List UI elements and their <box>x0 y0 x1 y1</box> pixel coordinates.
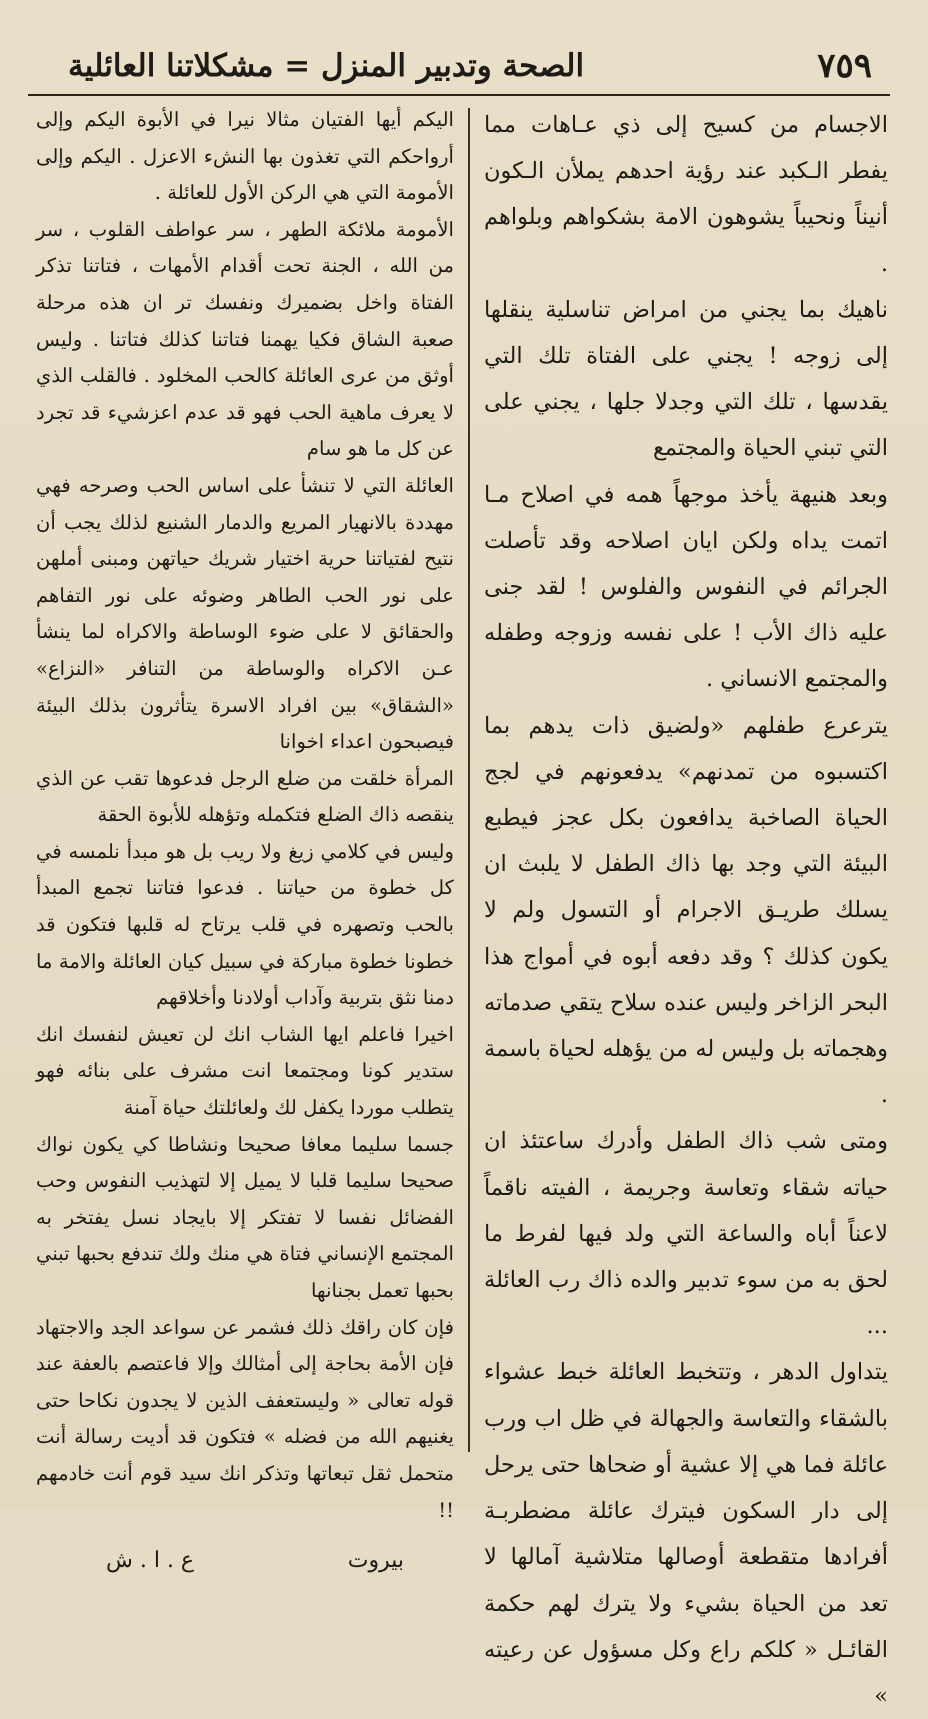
page-number: ٧٥٩ <box>817 46 872 86</box>
paragraph: يتداول الدهر ، وتتخبط العائلة خبط عشواء بالشقاء والتعاسة والجهالة في ظل اب ورب عائلة فما هي إلا عشية أو ضحاها حتى يرحل إلى دار السكون فيترك عائلة مضطربـة أفرادها متقطعة أوصالها متلاشية آمالها لا تعد من الحياة بشيء ولا يترك لهم حكمة القائـل « كلكم راع وكل مسؤول عن رعيته » <box>484 1359 888 1709</box>
paragraph: وليس في كلامي زيغ ولا ريب بل هو مبدأ نلمسه في كل خطوة من حياتنا . فدعوا فتاتنا تجمع المبدأ بالحب وتصهره في قلب يرتاح له قلبها فتكون قد خطونا خطوة مباركة في سبيل كيان العائلة والامة ما دمنا نثق بتربية وآداب أولادنا وأخلاقهم <box>36 839 454 1010</box>
paragraph: اخيرا فاعلم ايها الشاب انك لن تعيش لنفسك انك ستدير كونا ومجتمعا انت مشرف على بنائه فهو يتطلب موردا يكفل لك ولعائلتك حياة آمنة <box>36 1022 454 1120</box>
paragraph: ومتى شب ذاك الطفل وأدرك ساعتئذ ان حياته شقاء وتعاسة وجريمة ، الفيته ناقماً لاعناً أباه والساعة التي ولد فيها لفرط ما لحق به من سوء تدبير والده ذاك رب العائلة ... <box>484 1128 888 1340</box>
paragraph: المرأة خلقت من ضلع الرجل فدعوها تقب عن الذي ينقصه ذاك الضلع فتكمله وتؤهله للأبوة الحقة <box>36 766 454 827</box>
paragraph: يترعرع طفلهم «ولضيق ذات يدهم بما اكتسبوه من تمدنهم» يدفعونهم في لجج الحياة الصاخبة يدافعون بكل عجز فيطبع البيئة التي وجد بها ذاك الطفل لا يلبث ان يسلك طريـق الاجرام أو التسول ولم لا يكون كذلك ؟ وقد دفعه أبوه في أمواج هذا البحر الزاخر وليس عنده سلاح يتقي صدماته وهجماته بل وليس له من يؤهله لحياة باسمة . <box>484 712 888 1109</box>
paragraph: جسما سليما معافا صحيحا ونشاطا كي يكون نواك صحيحا سليما قلبا لا يميل إلا لتهذيب النفوس وحب الفضائل نفسا لا تفتكر إلا بايجاد نسل يفتخر به المجتمع الإنساني فتاة هي منك ولك تندفع بحبها تبني بحبها تعمل بجنانها <box>36 1132 454 1302</box>
paragraph: الأمومة ملائكة الطهر ، سر عواطف القلوب ، سر من الله ، الجنة تحت أقدام الأمهات ، فتاتنا تذكر الفتاة واخل بضميرك ونفسك تر ان هذه مرحلة صعبة الشاق فكيا يهمنا فتاتنا كذلك فتاتنا . وليس أوثق من عرى العائلة كالحب المخلود . فالقلب الذي لا يعرف ماهية الحب فهو قد عدم اعزشيء قد تجرد عن كل ما هو سام <box>36 217 454 461</box>
signature-place: بيروت <box>347 1548 404 1574</box>
page-header <box>28 38 890 96</box>
left-column <box>24 102 468 1574</box>
paragraph: ناهيك بما يجني من امراض تناسلية ينقلها إلى زوجه ! يجني على الفتاة تلك التي يقدسها ، تلك التي وجدلا جلها ، يجني على التي تبني الحياة والمجتمع <box>484 296 888 462</box>
text-columns <box>24 102 900 1709</box>
paragraph: اليكم أيها الفتيان مثالا نيرا في الأبوة اليكم وإلى أرواحكم التي تغذون بها النشء الاعزل . اليكم وإلى الأمومة التي هي الركن الأول للعائلة . <box>36 108 454 205</box>
signature-initials: ع . ا . ش <box>106 1548 195 1574</box>
paragraph: العائلة التي لا تنشأ على اساس الحب وصرحه فهي مهددة بالانهيار المريع والدمار الشنيع لذلك يجب أن نتيح لفتياتنا حرية اختيار شريك حياتهن ومبنى أملهن على نور الحب الطاهر وضوئه على نور التفاهم والحقائق لا على ضوء الوساطة والاكراه لما ينشأ عـن الاكراه والوساطة من التنافر «النزاع» «الشقاق» بين افراد الاسرة يتأثرون بذلك البيئة فيصبحون اعداء اخوانا <box>36 473 454 754</box>
right-column <box>470 102 900 1709</box>
signature <box>36 1529 454 1580</box>
column-divider <box>468 108 470 1452</box>
paragraph: الاجسام من كسيح إلى ذي عـاهات مما يفطر الـكبد عند رؤية احدهم يملأن الـكون أنيناً ونحيباً يشوهون الامة بشكواهم وبلواهم . <box>484 112 888 277</box>
paragraph: وبعد هنيهة يأخذ موجهاً همه في اصلاح مـا اتمت يداه ولكن ايان اصلاحه وقد تأصلت الجرائم في النفوس والفلوس ! لقد جنى عليه ذاك الأب ! على نفسه وزوجه وطفله والمجتمع الانساني . <box>484 481 888 693</box>
paragraph: فإن كان راقك ذلك فشمر عن سواعد الجد والاجتهاد فإن الأمة بحاجة إلى أمثالك وإلا فاعتصم بالعفة عند قوله تعالى « وليستعفف الذين لا يجدون نكاحا حتى يغنيهم الله من فضله » فتكون قد أديت رسالة أنت متحمل ثقل تبعاتها وتذكر انك سيد قوم أنت خادمهم !! <box>36 1315 454 1522</box>
running-title: الصحة وتدبير المنزل = مشكلاتنا العائلية <box>68 48 585 84</box>
